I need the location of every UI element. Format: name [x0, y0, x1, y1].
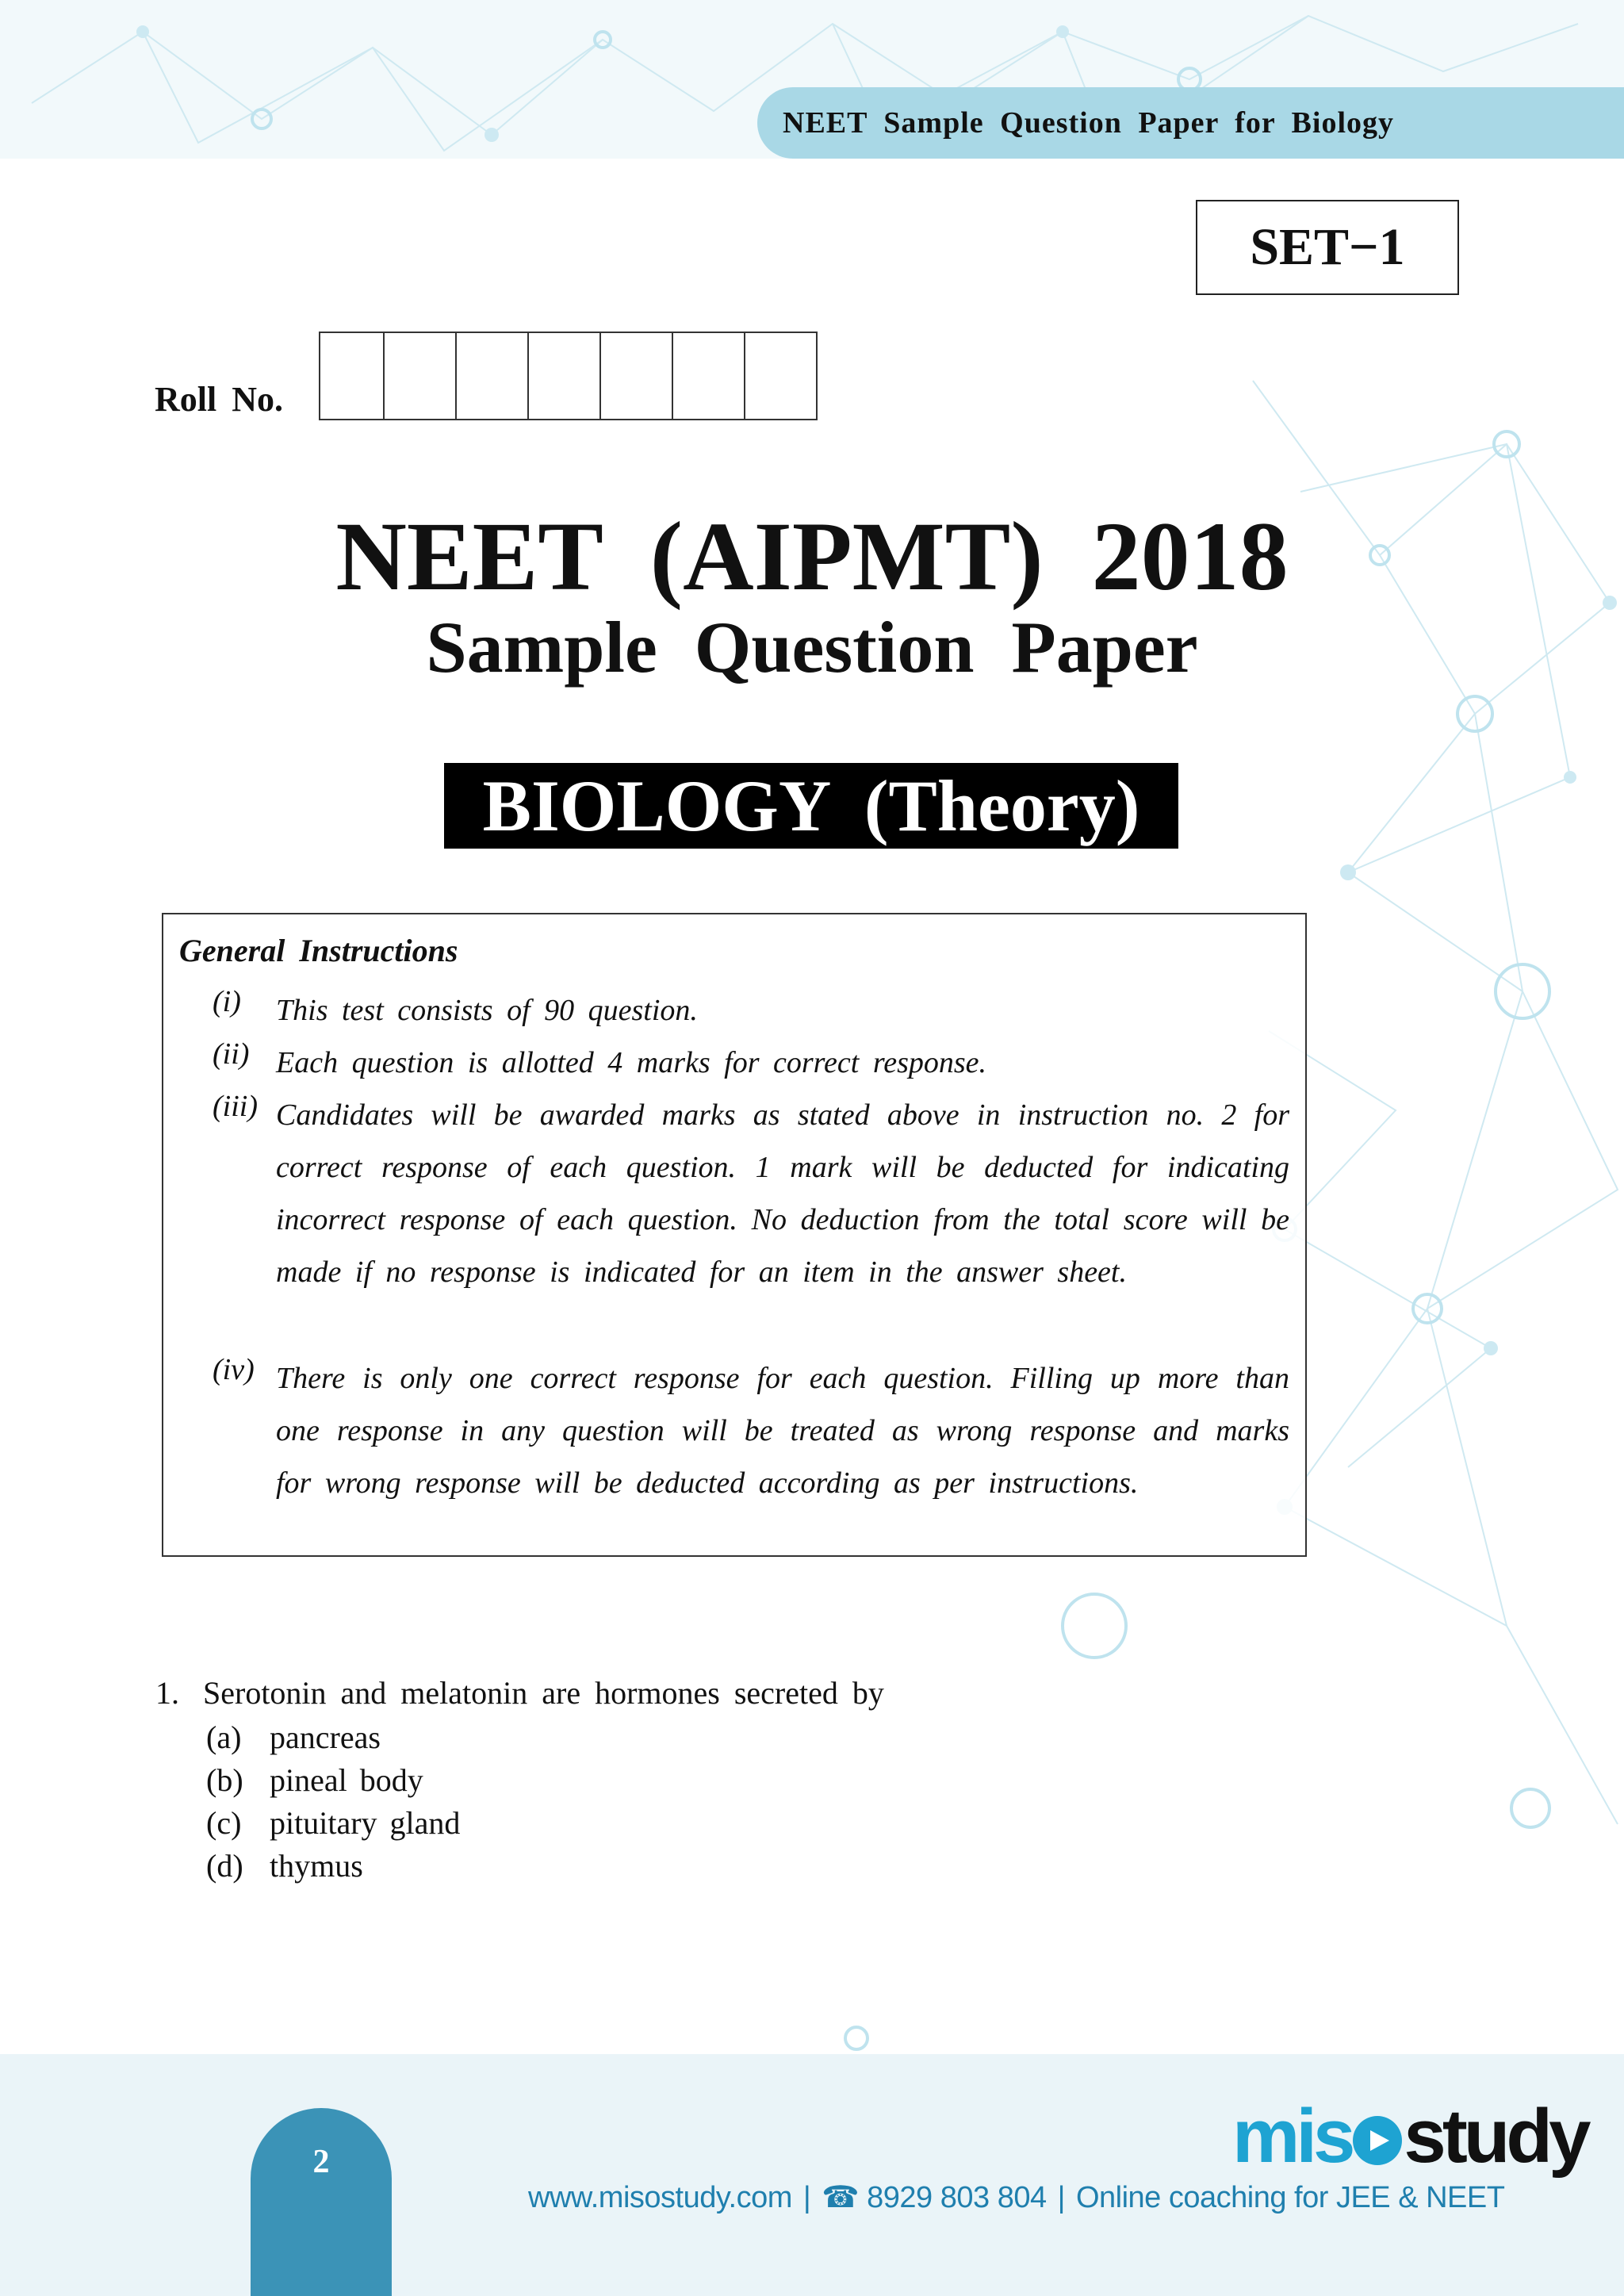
- play-icon: [1353, 2116, 1402, 2165]
- instruction-number: (i): [213, 985, 241, 1018]
- question-1: [155, 1669, 1186, 1887]
- separator: |: [1057, 2181, 1065, 2214]
- subject-banner: [444, 763, 1178, 849]
- subject-title: BIOLOGY (Theory): [482, 765, 1140, 846]
- roll-number-label: Roll No.: [155, 380, 283, 419]
- question-stem: [155, 1669, 1186, 1715]
- option-text: pineal body: [270, 1761, 423, 1798]
- roll-number-cell: [527, 333, 599, 419]
- question-number: 1.: [155, 1674, 179, 1711]
- roll-number-cell: [599, 333, 672, 419]
- answer-option-a: [206, 1715, 1186, 1758]
- header-title: NEET Sample Question Paper for Biology: [783, 106, 1395, 140]
- logo-text-part1: mis: [1232, 2094, 1352, 2179]
- roll-number-grid: [319, 332, 818, 420]
- set-label: SET−1: [1250, 218, 1405, 276]
- roll-number-cell: [744, 333, 816, 419]
- roll-number-cell: [320, 333, 383, 419]
- question-text: Serotonin and melatonin are hormones secreted by: [203, 1674, 884, 1711]
- answer-option-d: [206, 1844, 1186, 1887]
- instructions-heading: General Instructions: [179, 933, 458, 968]
- footer-band: [0, 2054, 1624, 2296]
- general-instructions-box: [162, 913, 1307, 1557]
- option-letter: (d): [206, 1847, 243, 1884]
- phone-number[interactable]: ☎ 8929 803 804: [822, 2181, 1047, 2214]
- instruction-number: (iii): [213, 1090, 258, 1123]
- footer-contact: [528, 2179, 1504, 2215]
- roll-number-cell: [672, 333, 744, 419]
- option-text: thymus: [270, 1847, 363, 1884]
- separator: |: [802, 2181, 811, 2214]
- instruction-text: This test consists of 90 question.: [276, 994, 698, 1027]
- instruction-number: (ii): [213, 1037, 250, 1071]
- misostudy-logo: [1232, 2094, 1588, 2179]
- answer-option-b: [206, 1758, 1186, 1801]
- header-ribbon: [757, 87, 1624, 159]
- set-label-box: [1196, 200, 1459, 295]
- instruction-number: (iv): [213, 1353, 255, 1386]
- option-text: pituitary gland: [270, 1804, 461, 1841]
- logo-text-part2: study: [1404, 2094, 1588, 2179]
- roll-number-cell: [383, 333, 455, 419]
- option-text: pancreas: [270, 1719, 381, 1755]
- page-number: 2: [312, 2144, 330, 2180]
- option-letter: (a): [206, 1719, 242, 1755]
- option-letter: (c): [206, 1804, 242, 1841]
- roll-number-cell: [455, 333, 527, 419]
- tagline: Online coaching for JEE & NEET: [1075, 2181, 1505, 2214]
- answer-option-c: [206, 1801, 1186, 1844]
- instruction-text: There is only one correct response for each question. Filling up more than one response in any question will be treated as wrong response and marks for wrong response will be deducted according as per instructions.: [276, 1362, 1289, 1500]
- option-letter: (b): [206, 1761, 243, 1798]
- paper-subtitle: Sample Question Paper: [426, 607, 1198, 688]
- page-number-tab: [251, 2108, 392, 2296]
- exam-title: NEET (AIPMT) 2018: [335, 502, 1289, 611]
- instruction-text: Candidates will be awarded marks as stated above in instruction no. 2 for correct response of each question. 1 mark will be deducted for indicating incorrect response of each question. No deduction from the total score will be made if no response is indicated for an item in the answer sheet.: [276, 1098, 1289, 1289]
- website-link[interactable]: www.misostudy.com: [528, 2181, 792, 2214]
- instruction-text: Each question is allotted 4 marks for correct response.: [276, 1046, 987, 1079]
